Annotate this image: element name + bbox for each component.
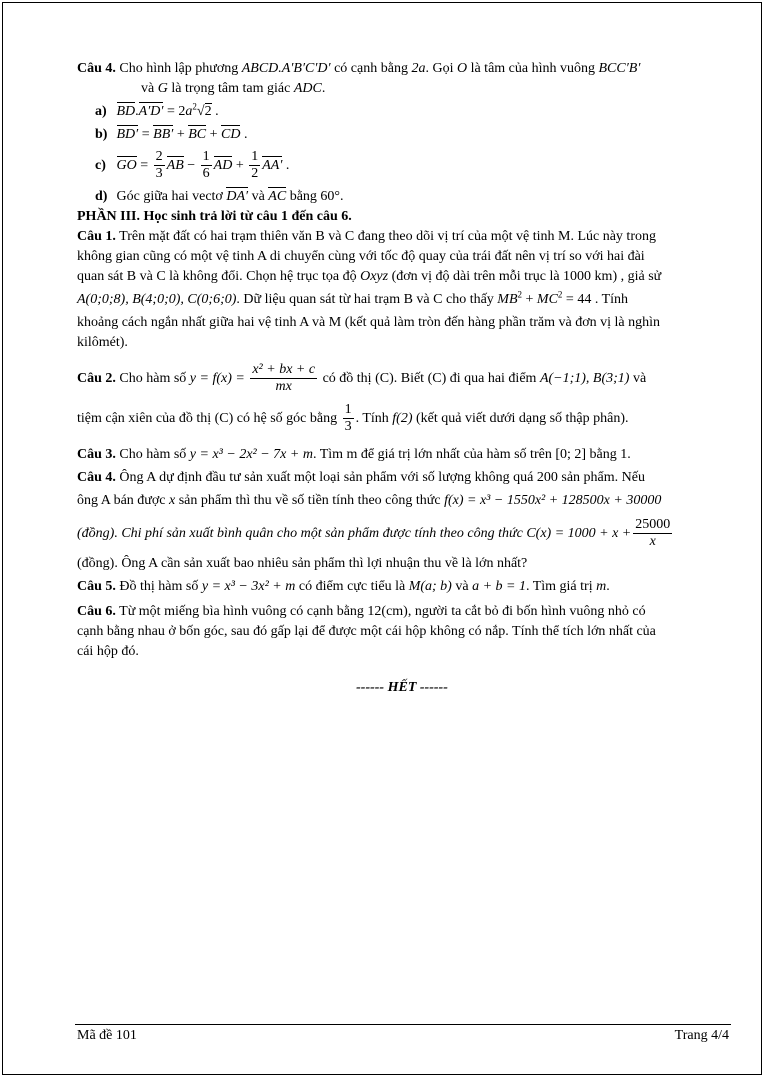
exam-page bbox=[2, 2, 762, 1075]
q6-text: Từ một miếng bìa hình vuông có cạnh bằng 12(cm), người ta cắt bỏ đi bốn hình vuông nhỏ có bbox=[119, 604, 646, 619]
option-c-label: c) bbox=[95, 158, 106, 173]
q3-text: Cho hàm số bbox=[119, 447, 187, 462]
q5-block bbox=[77, 574, 727, 600]
vector-bc: BC bbox=[188, 127, 207, 142]
q2-text: tiệm cận xiên của đồ thị (C) có hệ số góc bằng bbox=[77, 411, 338, 426]
option-d-label: d) bbox=[95, 189, 108, 204]
q2-denominator: mx bbox=[275, 379, 292, 395]
vector-ad: AD bbox=[213, 158, 233, 173]
q4a-line2 bbox=[77, 79, 727, 99]
q5-point: M(a; b) bbox=[408, 579, 452, 594]
part3-title bbox=[77, 207, 727, 227]
point-o: O bbox=[456, 61, 468, 76]
q4a-text: là trọng tâm tam giác bbox=[171, 81, 291, 96]
option-b-label: b) bbox=[95, 127, 108, 142]
q4a-line1 bbox=[77, 59, 727, 79]
q3-label: Câu 3. bbox=[77, 447, 116, 462]
q6-block bbox=[77, 602, 727, 662]
q6-text: cái hộp đó. bbox=[77, 644, 139, 659]
vector-ab: AB bbox=[166, 158, 184, 173]
part3-heading: PHẦN III. Học sinh trả lời từ câu 1 đến câu 6. bbox=[77, 209, 352, 224]
q6-text: cạnh bằng nhau ở bốn góc, sau đó gấp lại để được một cái hộp không có nắp. Tính thể tích lớn nhất của bbox=[77, 624, 656, 639]
q1-block: Câu 1. Trên mặt đất có hai trạm thiên văn B và C đang theo dõi vị trí của một vệ tinh M. Lúc này trong không gian cũng có một vệ tinh A di chuyển cùng với tốc độ quay của trái đất nên vị trí so với hai đài quan sát B và C là không đổi. Chọn hệ trục tọa độ Oxyz (đơn vị độ dài trên mỗi trục là 1000 km) , giả sử A(0;0;8), B(4;0;0), C(0;6;0). Dữ liệu quan sát từ hai trạm B và C cho thấy $MB^2 + MC^2 = 44$ . Tính khoảng cách ngắn nhất giữa hai vệ tinh A và M (kết quả làm tròn đến hàng phần trăm và đơn vị là nghìn kilômét). bbox=[77, 227, 727, 353]
exam-code: Mã đề 101 bbox=[77, 1028, 137, 1043]
q4b-var: x bbox=[168, 493, 176, 508]
q1-text: Trên mặt đất có hai trạm thiên văn B và C đang theo dõi vị trí của một vệ tinh M. Lúc này trong bbox=[119, 229, 656, 244]
q4b-den: x bbox=[649, 534, 656, 550]
q4b-cost: C(x) = 1000 + x + bbox=[526, 526, 632, 541]
vector-bd: BD bbox=[116, 104, 136, 119]
point-g: G bbox=[157, 81, 168, 96]
vector-cd: CD bbox=[221, 127, 241, 142]
q4a-text: và bbox=[141, 81, 155, 96]
q1-text: kilômét). bbox=[77, 335, 128, 350]
q5-text: . bbox=[606, 579, 610, 594]
end-marker: ------ HẾT ------ bbox=[356, 680, 448, 695]
option-a: a) $BD.A'D' = 2a^2√2$ . bbox=[77, 102, 727, 122]
q1-label: Câu 1. bbox=[77, 229, 116, 244]
q4b-num: 25000 bbox=[635, 517, 671, 533]
vector-a1d1: A′D′ bbox=[138, 104, 164, 119]
q4b-block bbox=[77, 468, 727, 574]
q2-text: . Tính bbox=[355, 411, 389, 426]
option-d-text: Góc giữa hai vectơ bbox=[116, 189, 223, 204]
option-a-label: a) bbox=[95, 104, 107, 119]
q5-label: Câu 5. bbox=[77, 579, 116, 594]
q5-text: và bbox=[455, 579, 469, 594]
vector-bb1: BB′ bbox=[153, 127, 174, 142]
cube-name: ABCD.A′B′C′D′ bbox=[241, 61, 331, 76]
q2-fraction bbox=[250, 362, 317, 395]
q4b-text: sản phẩm thì thu về số tiền tính theo công thức bbox=[178, 493, 441, 508]
q1-points: A(0;0;8), B(4;0;0), C(0;6;0) bbox=[77, 292, 237, 307]
edge-length: 2a bbox=[411, 61, 426, 76]
vector-da1: DA′ bbox=[226, 189, 249, 204]
vector-bd1: BD′ bbox=[116, 127, 139, 142]
option-d-text: và bbox=[251, 189, 265, 204]
q4a-text: . Gọi bbox=[425, 61, 454, 76]
q4a-text: có cạnh bằng bbox=[334, 61, 408, 76]
q4b-text: ông A bán được bbox=[77, 493, 166, 508]
q1-text: quan sát B và C là không đổi. Chọn hệ trục tọa độ bbox=[77, 269, 357, 284]
q4a-text: Cho hình lập phương bbox=[119, 61, 239, 76]
q2-text: Cho hàm số bbox=[119, 371, 187, 386]
footer-divider bbox=[75, 1024, 731, 1025]
fraction-2-3: $\frac{2}{3}$ bbox=[155, 149, 163, 182]
q1-text: (đơn vị độ dài trên mỗi trục là 1000 km) , giả sử bbox=[391, 269, 662, 284]
q2-text: và bbox=[632, 371, 647, 386]
content bbox=[77, 59, 727, 696]
q1-text: không gian cũng có một vệ tinh A di chuyển cùng với tốc độ quay của trái đất nên vị trí so với hai đài bbox=[77, 249, 645, 264]
q2-block bbox=[77, 359, 727, 439]
q4b-label: Câu 4. bbox=[77, 470, 116, 485]
q2-slope-den: 3 bbox=[344, 419, 352, 435]
coord-system: Oxyz bbox=[360, 269, 389, 284]
q4a-label: Câu 4. bbox=[77, 61, 116, 76]
q2-points: A(−1;1), B(3;1) bbox=[539, 371, 630, 386]
q2-target: f(2) bbox=[392, 411, 413, 426]
q2-text: có đồ thị (C). Biết (C) đi qua hai điểm bbox=[322, 371, 537, 386]
q4a-text: . bbox=[321, 81, 326, 96]
q1-text: = 44 . Tính bbox=[565, 292, 629, 307]
q6-label: Câu 6. bbox=[77, 604, 116, 619]
q2-slope-num: 1 bbox=[344, 402, 352, 418]
option-b: b) BD′ = BB′ + BC + CD . bbox=[77, 125, 727, 145]
q5-var: m bbox=[596, 579, 607, 594]
q4a-text: là tâm của hình vuông bbox=[470, 61, 595, 76]
fraction-1-6: $\frac{1}{6}$ bbox=[202, 149, 210, 182]
q2-slope bbox=[343, 402, 354, 435]
q1-text: khoảng cách ngắn nhất giữa hai vệ tinh A và M (kết quả làm tròn đến hàng phần trăm và đơn vị là nghìn bbox=[77, 315, 661, 330]
q4b-text: (đồng). Ông A cần sản xuất bao nhiêu sản phẩm thì lợi nhuận thu về là lớn nhất? bbox=[77, 556, 528, 571]
vector-go: GO bbox=[116, 158, 137, 173]
q4b-revenue: f(x) = x³ − 1550x² + 128500x + 30000 bbox=[444, 493, 662, 508]
vector-ac: AC bbox=[268, 189, 287, 204]
q2-text: (kết quả viết dưới dạng số thập phân). bbox=[416, 411, 629, 426]
q4b-text: Ông A dự định đầu tư sản xuất một loại sản phẩm với số lượng không quá 200 sản phẩm. Nếu bbox=[119, 470, 645, 485]
q5-text: có điểm cực tiểu là bbox=[298, 579, 406, 594]
q5-text: Đồ thị hàm số bbox=[119, 579, 199, 594]
q5-text: . Tìm giá trị bbox=[525, 579, 593, 594]
q1-text: . Dữ liệu quan sát từ hai trạm B và C cho thấy bbox=[236, 292, 494, 307]
q2-label: Câu 2. bbox=[77, 371, 116, 386]
fraction-1-2: $\frac{1}{2}$ bbox=[251, 149, 259, 182]
q4b-fraction bbox=[633, 517, 672, 550]
option-d-text: bằng 60°. bbox=[289, 189, 344, 204]
q5-condition: a + b = 1 bbox=[472, 579, 526, 594]
q5-function: y = x³ − 3x² + m bbox=[201, 579, 296, 594]
triangle-name: ADC bbox=[293, 81, 322, 96]
q2-numerator: x² + bx + c bbox=[252, 362, 316, 378]
q4b-text: (đồng). Chi phí sản xuất bình quân cho một sản phẩm được tính theo công thức bbox=[77, 526, 523, 541]
q3-block bbox=[77, 445, 727, 465]
option-c: c) GO = $\frac{2}{3}$ AB − $\frac{1}{6}$ AD + $\frac{1}{2}$ AA′ . bbox=[77, 147, 727, 185]
square-name: BCC′B′ bbox=[598, 61, 641, 76]
q3-function: y = x³ − 2x² − 7x + m bbox=[189, 447, 313, 462]
vector-aa1: AA′ bbox=[262, 158, 283, 173]
page-number: Trang 4/4 bbox=[674, 1028, 729, 1043]
q2-function: y = f(x) = bbox=[189, 371, 245, 386]
option-d bbox=[77, 187, 727, 207]
q3-text: . Tìm m để giá trị lớn nhất của hàm số trên [0; 2] bằng 1. bbox=[312, 447, 631, 462]
